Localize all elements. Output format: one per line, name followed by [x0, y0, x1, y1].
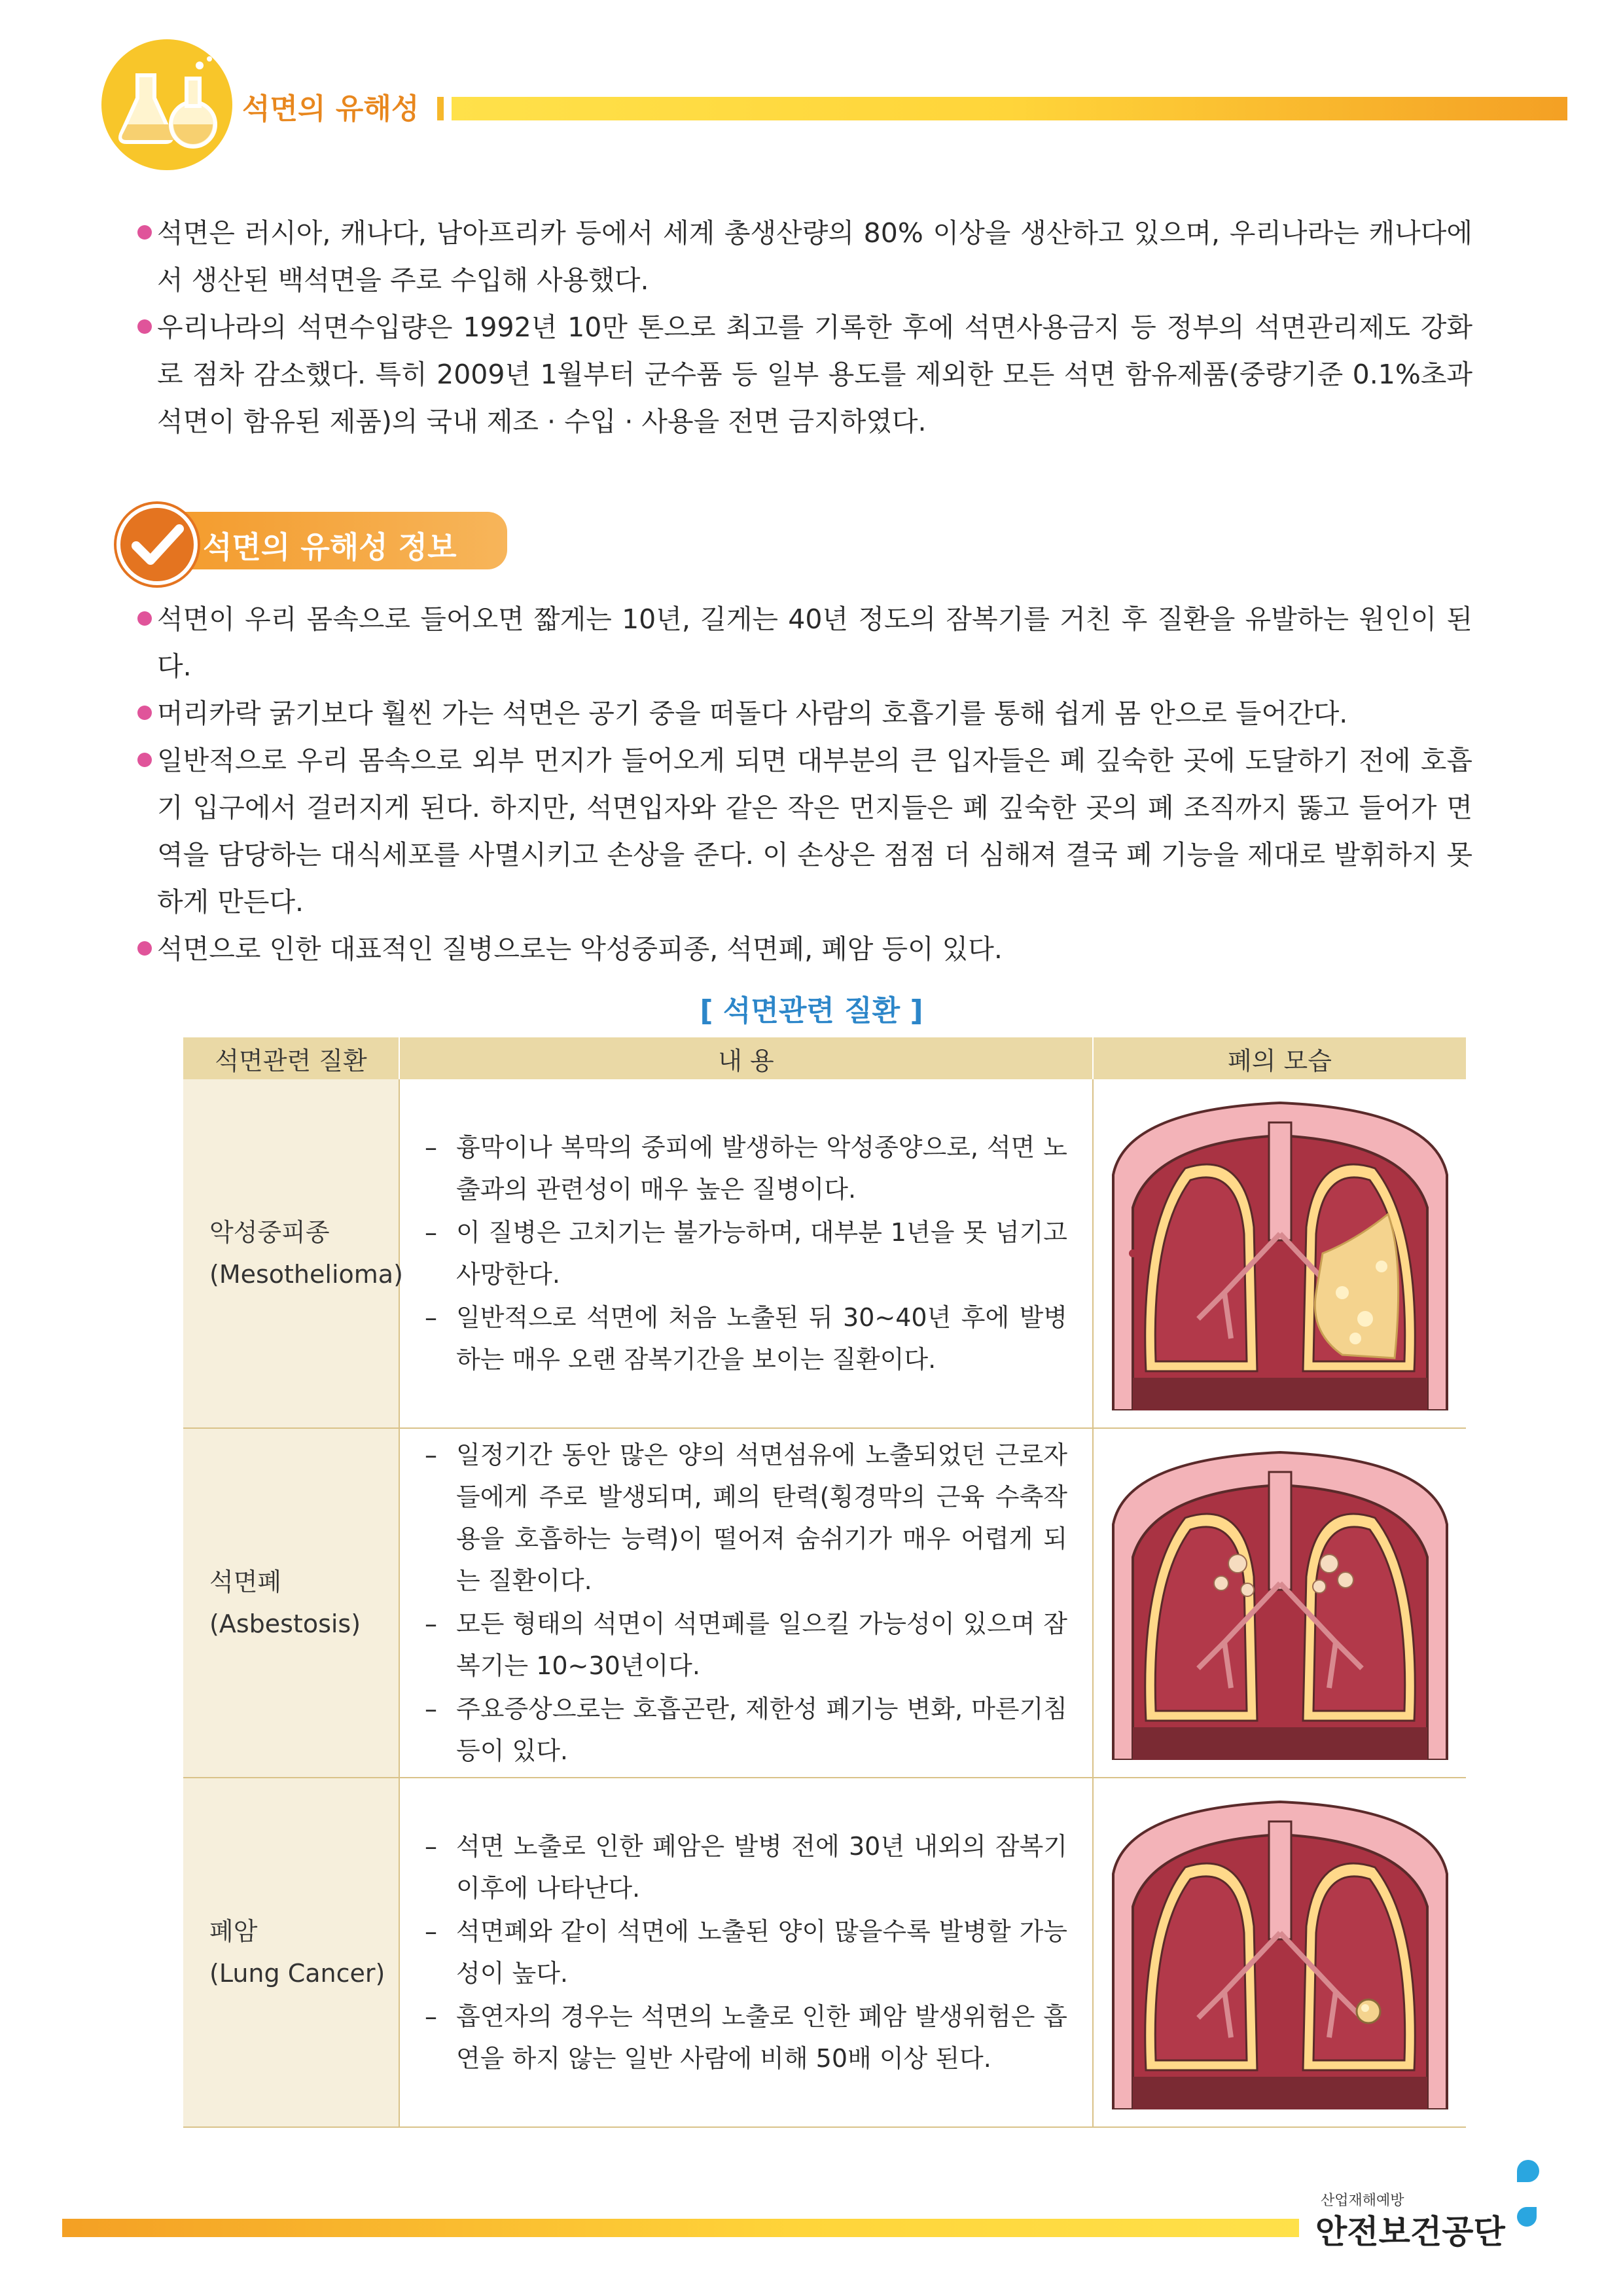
section-bullet: 석면이 우리 몸속으로 들어오면 짧게는 10년, 길게는 40년 정도의 잠복기를 거친 후 질환을 유발하는 원인이 된다.	[157, 596, 1472, 690]
section-bullet: 머리카락 굵기보다 훨씬 가는 석면은 공기 중을 떠돌다 사람의 호흡기를 통해 쉽게 몸 안으로 들어간다.	[157, 690, 1472, 737]
checkmark-icon	[116, 504, 198, 585]
disease-name-cell: 석면폐 (Asbestosis)	[183, 1428, 399, 1778]
intro-paragraph: 우리나라의 석면수입량은 1992년 10만 톤으로 최고를 기록한 후에 석면사용금지 등 정부의 석면관리제도 강화로 점차 감소했다. 특히 2009년 1월부터 군수품 등 일부 용도를 제외한 모든 석면 함유제품(중량기준 0.1%초과 석면이 함유된 제품)의 국내 제조 · 수입 · 사용을 전면 금지하였다.	[157, 304, 1472, 445]
lung-image-cell	[1093, 1428, 1466, 1778]
disease-content-cell	[399, 1079, 1093, 1428]
table-header-row	[183, 1037, 1466, 1079]
section-bullet: 일반적으로 우리 몸속으로 외부 먼지가 들어오게 되면 대부분의 큰 입자들은 폐 깊숙한 곳에 도달하기 전에 호흡기 입구에서 걸러지게 된다. 하지만, 석면입자와 같은 작은 먼지들은 폐 깊숙한 곳의 폐 조직까지 뚫고 들어가 면역을 담당하는 대식세포를 사멸시키고 손상을 준다. 이 손상은 점점 더 심해져 결국 폐 기능을 제대로 발휘하지 못하게 만든다.	[157, 737, 1472, 925]
section-bullet: 석면으로 인한 대표적인 질병으로는 악성중피종, 석면폐, 폐암 등이 있다.	[157, 925, 1472, 973]
list-item: – 석면폐와 같이 석면에 노출된 양이 많을수록 발병할 가능성이 높다.	[425, 1910, 1067, 1994]
footer-bar	[62, 2219, 1299, 2237]
header-bar	[452, 97, 1567, 120]
bullet-icon	[137, 706, 152, 720]
disease-table	[183, 1037, 1466, 2128]
flask-icon	[101, 39, 232, 170]
section-title: 석면의 유해성 정보	[203, 529, 457, 565]
header-disease: 석면관련 질환	[183, 1037, 399, 1079]
disease-content-cell	[399, 1778, 1093, 2127]
disease-name-cell: 악성중피종 (Mesothelioma)	[183, 1079, 399, 1428]
list-item: – 일정기간 동안 많은 양의 석면섬유에 노출되었던 근로자들에게 주로 발생되며, 폐의 탄력(횡경막의 근육 수축작용을 호흡하는 능력)이 떨어져 숨쉬기가 매우 어렵게 되는 질환이다.	[425, 1434, 1067, 1602]
list-item: – 이 질병은 고치기는 불가능하며, 대부분 1년을 못 넘기고 사망한다.	[425, 1211, 1067, 1295]
bullet-icon	[137, 941, 152, 956]
header-lung-image: 폐의 모습	[1093, 1037, 1466, 1079]
disease-name-cell: 폐암 (Lung Cancer)	[183, 1778, 399, 2127]
logo-drop-icon	[1517, 2160, 1539, 2182]
lung-mesothelioma-illustration	[1107, 1096, 1454, 1410]
bullet-icon	[137, 225, 152, 240]
table-row	[183, 1778, 1466, 2127]
header-content: 내 용	[399, 1037, 1093, 1079]
intro-paragraph: 석면은 러시아, 캐나다, 남아프리카 등에서 세계 총생산량의 80% 이상을 생산하고 있으며, 우리나라는 캐나다에서 생산된 백석면을 주로 수입해 사용했다.	[157, 209, 1472, 304]
lung-cancer-illustration	[1107, 1795, 1454, 2109]
disease-content-cell	[399, 1428, 1093, 1778]
logo-drop-icon	[1517, 2207, 1537, 2227]
table-row	[183, 1428, 1466, 1778]
page-title: 석면의 유해성	[242, 92, 419, 126]
table-caption: [ 석면관련 질환 ]	[700, 994, 923, 1028]
bullet-icon	[137, 319, 152, 334]
table-row	[183, 1079, 1466, 1428]
org-name: 안전보건공단	[1315, 2213, 1505, 2251]
list-item: – 모든 형태의 석면이 석면폐를 일으킬 가능성이 있으며 잠복기는 10~30년이다.	[425, 1603, 1067, 1687]
bullet-icon	[137, 611, 152, 626]
list-item: – 일반적으로 석면에 처음 노출된 뒤 30~40년 후에 발병하는 매우 오랜 잠복기간을 보이는 질환이다.	[425, 1297, 1067, 1380]
bullet-icon	[137, 753, 152, 767]
list-item: – 주요증상으로는 호흡곤란, 제한성 폐기능 변화, 마른기침 등이 있다.	[425, 1688, 1067, 1772]
lung-image-cell	[1093, 1778, 1466, 2127]
lung-asbestosis-illustration	[1107, 1446, 1454, 1760]
org-subtitle: 산업재해예방	[1321, 2193, 1404, 2209]
list-item: – 석면 노출로 인한 폐암은 발병 전에 30년 내외의 잠복기 이후에 나타난다.	[425, 1825, 1067, 1909]
lung-image-cell	[1093, 1079, 1466, 1428]
list-item: – 흡연자의 경우는 석면의 노출로 인한 폐암 발생위험은 흡연을 하지 않는 일반 사람에 비해 50배 이상 된다.	[425, 1996, 1067, 2079]
list-item: – 흉막이나 복막의 중피에 발생하는 악성종양으로, 석면 노출과의 관련성이 매우 높은 질병이다.	[425, 1126, 1067, 1210]
